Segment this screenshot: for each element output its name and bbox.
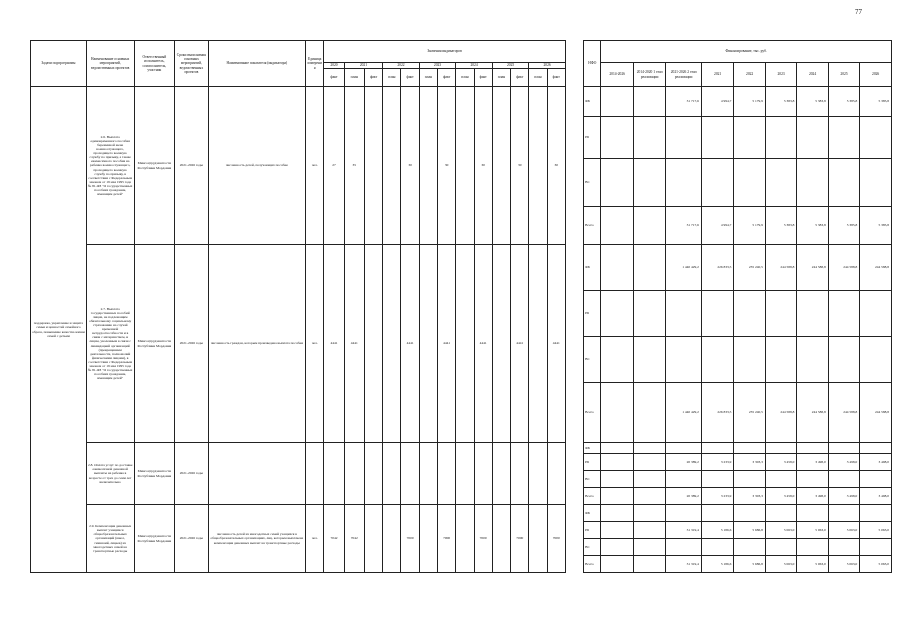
indicator-value-cell bbox=[364, 443, 382, 505]
financing-cell: 5 186,6 bbox=[701, 556, 733, 573]
sub-header: факт bbox=[324, 69, 344, 87]
financing-cell bbox=[860, 291, 892, 337]
financing-cell bbox=[734, 471, 765, 488]
financing-cell bbox=[601, 454, 633, 471]
financing-cell bbox=[828, 505, 859, 522]
financing-cell: 5 063,0 bbox=[765, 522, 796, 539]
financing-cell: 5 186,6 bbox=[701, 522, 733, 539]
financing-cell: 5 179,9 bbox=[734, 207, 765, 245]
financing-cell bbox=[765, 337, 796, 383]
separator-cell bbox=[565, 87, 583, 245]
header-indicator: Наименование показателя (индикатора) bbox=[208, 41, 305, 87]
header-financing: Финансирование, тыс. руб. bbox=[601, 41, 892, 63]
financing-cell: 235 240,5 bbox=[734, 383, 765, 443]
financing-cell bbox=[734, 539, 765, 556]
executor-cell: Минсоцтрудзанятости Республики Мордовия bbox=[134, 443, 175, 505]
financing-cell bbox=[765, 159, 796, 207]
year-header: 2023 bbox=[419, 63, 456, 69]
program-table bbox=[30, 40, 892, 573]
fin-header: 2021 bbox=[701, 63, 733, 87]
financing-cell: 3 458,0 bbox=[765, 454, 796, 471]
nfo-cell: ВС bbox=[584, 471, 601, 488]
indicator-value-cell bbox=[383, 245, 401, 443]
year-header: 2024 bbox=[456, 63, 493, 69]
sub-header: план bbox=[492, 69, 510, 87]
financing-cell bbox=[797, 539, 828, 556]
financing-cell bbox=[666, 159, 702, 207]
indicator-value-cell: 35 bbox=[344, 87, 364, 245]
indicator-value-cell bbox=[529, 245, 547, 443]
indicator-value-cell bbox=[419, 505, 437, 573]
financing-cell: 5 383,8 bbox=[765, 207, 796, 245]
indicator-value-cell bbox=[492, 505, 510, 573]
indicator-value-cell: 4441 bbox=[438, 245, 456, 443]
financing-cell: 3 498,0 bbox=[797, 488, 828, 505]
indicator-value-cell: 4441 bbox=[474, 245, 492, 443]
unit-cell: чел. bbox=[306, 505, 324, 573]
financing-cell bbox=[666, 117, 702, 159]
financing-cell bbox=[828, 471, 859, 488]
sub-header: план bbox=[456, 69, 474, 87]
unit-cell: чел. bbox=[306, 87, 324, 245]
financing-cell: 244 588,8 bbox=[828, 383, 859, 443]
event-cell: 2.9. Компенсация денежных выплат учащимся общеобразовательных организаций (школ, гимназий, лицеев) из многодетных семей на транспортные расходы bbox=[86, 505, 134, 573]
financing-cell bbox=[601, 443, 633, 454]
financing-cell bbox=[633, 488, 665, 505]
indicator-value-cell: 4441 bbox=[547, 245, 565, 443]
financing-cell bbox=[828, 117, 859, 159]
financing-cell bbox=[765, 117, 796, 159]
financing-cell bbox=[828, 291, 859, 337]
nfo-cell: ФБ bbox=[584, 245, 601, 291]
financing-cell: 3 303,3 bbox=[734, 454, 765, 471]
financing-cell: 3 498,0 bbox=[828, 488, 859, 505]
indicator-value-cell: 7000 bbox=[547, 505, 565, 573]
financing-cell: 5 063,0 bbox=[828, 522, 859, 539]
financing-cell: 5 063,0 bbox=[828, 556, 859, 573]
nfo-cell: Всего bbox=[584, 488, 601, 505]
financing-cell bbox=[797, 471, 828, 488]
financing-cell bbox=[734, 291, 765, 337]
financing-cell: 5 686,8 bbox=[734, 522, 765, 539]
indicator-value-cell bbox=[383, 443, 401, 505]
indicator-value-cell bbox=[529, 505, 547, 573]
separator-column bbox=[565, 41, 583, 87]
indicator-value-cell: 7000 bbox=[401, 505, 419, 573]
sub-header: факт bbox=[474, 69, 492, 87]
event-cell: 2.6. Выплата единовременного пособия беременной жене военнослужащего, проходящего военную службу по призыву, а также ежемесячного пособия на ребенка военнослужащего, проходящего военную службу по призыву, в соответствии с Федеральным законом от 19 мая 1995 года № 81-ФЗ "О государственных пособиях гражданам, имеющим детей" bbox=[86, 87, 134, 245]
financing-cell bbox=[860, 159, 892, 207]
executor-cell: Минсоцтрудзанятости Республики Мордовия bbox=[134, 505, 175, 573]
financing-cell bbox=[633, 556, 665, 573]
fin-header: 2014-2026 bbox=[601, 63, 633, 87]
year-header: 2025 bbox=[492, 63, 529, 69]
indicator-value-cell bbox=[419, 87, 437, 245]
indicator-value-cell: 4441 bbox=[324, 245, 344, 443]
financing-cell bbox=[601, 337, 633, 383]
financing-cell: 5 686,8 bbox=[734, 556, 765, 573]
indicator-value-cell bbox=[511, 443, 529, 505]
financing-cell bbox=[666, 505, 702, 522]
unit-cell: чел. bbox=[306, 245, 324, 443]
financing-cell bbox=[701, 159, 733, 207]
indicator-value-cell: 4441 bbox=[401, 245, 419, 443]
financing-cell bbox=[633, 291, 665, 337]
financing-cell bbox=[701, 539, 733, 556]
header-executor: Ответственный исполнитель, соисполнитель, участник bbox=[134, 41, 175, 87]
nfo-cell: РБ bbox=[584, 522, 601, 539]
nfo-cell: Всего bbox=[584, 383, 601, 443]
financing-cell bbox=[797, 117, 828, 159]
header-row-1 bbox=[31, 41, 892, 63]
financing-cell bbox=[765, 539, 796, 556]
financing-cell: 244 588,8 bbox=[765, 245, 796, 291]
financing-cell bbox=[765, 471, 796, 488]
nfo-cell: РБ bbox=[584, 117, 601, 159]
sub-header: план bbox=[383, 69, 401, 87]
indicator-value-cell bbox=[364, 87, 382, 245]
financing-cell: 244 588,8 bbox=[797, 245, 828, 291]
financing-cell bbox=[666, 443, 702, 454]
financing-cell: 5 383,8 bbox=[797, 87, 828, 117]
financing-cell bbox=[734, 117, 765, 159]
indicator-value-cell: 30 bbox=[438, 87, 456, 245]
financing-cell bbox=[701, 505, 733, 522]
financing-cell bbox=[666, 471, 702, 488]
indicator-value-cell: 7000 bbox=[511, 505, 529, 573]
financing-cell bbox=[633, 454, 665, 471]
sub-header: факт bbox=[547, 69, 565, 87]
financing-cell bbox=[860, 471, 892, 488]
indicator-value-cell bbox=[456, 505, 474, 573]
financing-cell: 3 233,9 bbox=[701, 454, 733, 471]
financing-cell: 5 063,0 bbox=[860, 556, 892, 573]
financing-cell bbox=[633, 207, 665, 245]
sub-header: план bbox=[419, 69, 437, 87]
indicator-cell: численность граждан, которым произведена выплата пособия bbox=[208, 245, 305, 443]
financing-cell bbox=[828, 337, 859, 383]
indicator-value-cell: 7042 bbox=[344, 505, 364, 573]
financing-cell: 5 385,8 bbox=[860, 87, 892, 117]
term-cell: 2021-2026 годы bbox=[175, 443, 209, 505]
financing-cell bbox=[633, 159, 665, 207]
financing-cell bbox=[633, 117, 665, 159]
indicator-value-cell: 30 bbox=[511, 87, 529, 245]
nfo-cell: ФБ bbox=[584, 87, 601, 117]
financing-cell: 5 385,8 bbox=[828, 87, 859, 117]
term-cell: 2021-2026 годы bbox=[175, 245, 209, 443]
indicator-cell: численность детей, получающих пособие bbox=[208, 87, 305, 245]
sub-header: факт bbox=[438, 69, 456, 87]
financing-cell: 31 319,4 bbox=[666, 556, 702, 573]
financing-cell bbox=[601, 471, 633, 488]
financing-cell: 226 833,5 bbox=[701, 383, 733, 443]
financing-cell bbox=[734, 337, 765, 383]
fin-header: 2014-2020 1 этап реализации bbox=[633, 63, 665, 87]
financing-cell: 31 717,6 bbox=[666, 207, 702, 245]
fin-header: 2025 bbox=[828, 63, 859, 87]
indicator-value-cell bbox=[456, 443, 474, 505]
event-cell: 2.7. Выплата государственных пособий лицам, не подлежащим обязательному социальному страхованию на случай временной нетрудоспособности и в связи с материнством, и лицам, уволенным в связи с ликвидацией организаций (прекращением деятельности, полномочий физическими лицами), в соответствии с Федеральным законом от 19 мая 1995 года № 81-ФЗ "О государственных пособиях гражданам, имеющим детей" bbox=[86, 245, 134, 443]
indicator-value-cell: 4441 bbox=[511, 245, 529, 443]
financing-cell bbox=[633, 443, 665, 454]
term-cell: 2021-2026 годы bbox=[175, 505, 209, 573]
fin-header: 2021-2026 2 этап реализации bbox=[666, 63, 702, 87]
financing-cell bbox=[734, 159, 765, 207]
indicator-value-cell: 7042 bbox=[324, 505, 344, 573]
financing-cell bbox=[601, 556, 633, 573]
financing-cell: 5 063,0 bbox=[797, 556, 828, 573]
indicator-value-cell: 30 bbox=[401, 87, 419, 245]
financing-cell: 31 717,6 bbox=[666, 87, 702, 117]
financing-cell: 3 458,0 bbox=[765, 488, 796, 505]
financing-cell: 244 588,8 bbox=[765, 383, 796, 443]
header-indicator-values: Значения индикаторов bbox=[324, 41, 566, 63]
financing-cell: 3 498,0 bbox=[860, 488, 892, 505]
indicator-value-cell: 7000 bbox=[474, 505, 492, 573]
fin-header: 2023 bbox=[765, 63, 796, 87]
financing-cell bbox=[601, 383, 633, 443]
financing-cell bbox=[860, 505, 892, 522]
table-row bbox=[31, 87, 892, 117]
executor-cell: Минсоцтрудзанятости Республики Мордовия bbox=[134, 245, 175, 443]
indicator-value-cell: 4441 bbox=[344, 245, 364, 443]
financing-cell bbox=[601, 207, 633, 245]
financing-cell bbox=[701, 471, 733, 488]
financing-cell: 244 588,8 bbox=[860, 245, 892, 291]
indicator-value-cell bbox=[529, 443, 547, 505]
financing-cell bbox=[633, 245, 665, 291]
indicator-value-cell bbox=[324, 443, 344, 505]
indicator-value-cell bbox=[529, 87, 547, 245]
financing-cell: 226 833,5 bbox=[701, 245, 733, 291]
financing-cell bbox=[601, 539, 633, 556]
indicator-value-cell: 30 bbox=[474, 87, 492, 245]
financing-cell bbox=[765, 291, 796, 337]
financing-cell bbox=[633, 505, 665, 522]
financing-cell: 5 063,0 bbox=[797, 522, 828, 539]
nfo-cell: ВС bbox=[584, 337, 601, 383]
sub-header: факт bbox=[511, 69, 529, 87]
nfo-cell: Всего bbox=[584, 556, 601, 573]
fin-header: 2024 bbox=[797, 63, 828, 87]
sub-header: план bbox=[529, 69, 547, 87]
financing-cell bbox=[701, 291, 733, 337]
nfo-cell: ВС bbox=[584, 539, 601, 556]
financing-cell bbox=[860, 443, 892, 454]
sub-header: факт bbox=[364, 69, 382, 87]
financing-cell: 20 389,2 bbox=[666, 488, 702, 505]
indicator-value-cell bbox=[492, 443, 510, 505]
header-term: Сроки выполнения основных мероприятий, ведомственных проектов bbox=[175, 41, 209, 87]
executor-cell: Минсоцтрудзанятости Республики Мордовия bbox=[134, 87, 175, 245]
fin-header: 2022 bbox=[734, 63, 765, 87]
fin-header: 2026 bbox=[860, 63, 892, 87]
financing-cell bbox=[601, 245, 633, 291]
table-row bbox=[31, 245, 892, 291]
task-cell: поддержка, укрепление и защита семьи и ценностей семейного образа, повышение качества жизни семей с детьми bbox=[31, 87, 87, 573]
event-cell: 2.8. Оплата услуг по доставке ежемесячной денежной выплаты на ребенка в возрасте от трех до семи лет включительно bbox=[86, 443, 134, 505]
financing-cell bbox=[633, 383, 665, 443]
financing-cell bbox=[734, 505, 765, 522]
financing-cell bbox=[797, 337, 828, 383]
financing-cell: 1 440 429,2 bbox=[666, 383, 702, 443]
financing-cell bbox=[797, 291, 828, 337]
financing-cell: 244 588,8 bbox=[797, 383, 828, 443]
financing-cell: 244 588,8 bbox=[828, 245, 859, 291]
financing-cell bbox=[828, 159, 859, 207]
financing-cell bbox=[601, 159, 633, 207]
indicator-value-cell bbox=[438, 443, 456, 505]
indicator-value-cell bbox=[344, 443, 364, 505]
financing-cell: 4 994,7 bbox=[701, 207, 733, 245]
financing-cell bbox=[765, 443, 796, 454]
financing-cell bbox=[797, 159, 828, 207]
financing-cell: 235 240,5 bbox=[734, 245, 765, 291]
financing-cell bbox=[633, 87, 665, 117]
year-header: 2022 bbox=[383, 63, 420, 69]
financing-cell bbox=[633, 539, 665, 556]
sub-header: план bbox=[344, 69, 364, 87]
financing-cell: 1 440 429,2 bbox=[666, 245, 702, 291]
indicator-cell bbox=[208, 443, 305, 505]
indicator-cell: численность детей из многодетных семей учащихся в общеобразовательных организациях, лиц, которым выплачена компенсация денежных выплат на транспортные расходы bbox=[208, 505, 305, 573]
financing-cell bbox=[601, 505, 633, 522]
sub-header: факт bbox=[401, 69, 419, 87]
financing-cell bbox=[633, 522, 665, 539]
financing-cell: 5 179,9 bbox=[734, 87, 765, 117]
financing-cell bbox=[860, 539, 892, 556]
header-unit: Единица измерения bbox=[306, 41, 324, 87]
indicator-value-cell bbox=[456, 245, 474, 443]
financing-cell bbox=[701, 337, 733, 383]
page-number: 77 bbox=[855, 8, 862, 16]
financing-cell bbox=[860, 337, 892, 383]
financing-cell: 244 588,8 bbox=[860, 383, 892, 443]
indicator-value-cell bbox=[547, 443, 565, 505]
nfo-cell: ФБ bbox=[584, 443, 601, 454]
nfo-cell: ВС bbox=[584, 159, 601, 207]
table-row bbox=[31, 443, 892, 454]
unit-cell bbox=[306, 443, 324, 505]
financing-cell bbox=[666, 337, 702, 383]
financing-cell: 3 303,3 bbox=[734, 488, 765, 505]
indicator-value-cell bbox=[492, 245, 510, 443]
financing-cell: 31 319,4 bbox=[666, 522, 702, 539]
indicator-value-cell: 27 bbox=[324, 87, 344, 245]
indicator-value-cell bbox=[456, 87, 474, 245]
financing-cell bbox=[601, 87, 633, 117]
financing-cell bbox=[734, 443, 765, 454]
separator-cell bbox=[565, 505, 583, 573]
indicator-value-cell bbox=[419, 245, 437, 443]
financing-cell: 5 383,8 bbox=[797, 207, 828, 245]
indicator-value-cell: 30 bbox=[547, 87, 565, 245]
financing-cell: 3 498,0 bbox=[860, 454, 892, 471]
indicator-value-cell bbox=[419, 443, 437, 505]
nfo-cell: Всего bbox=[584, 207, 601, 245]
financing-cell: 5 385,8 bbox=[860, 207, 892, 245]
financing-cell bbox=[797, 443, 828, 454]
indicator-value-cell bbox=[401, 443, 419, 505]
indicator-value-cell bbox=[492, 87, 510, 245]
financing-cell bbox=[601, 291, 633, 337]
indicator-value-cell bbox=[474, 443, 492, 505]
year-header: 2026 bbox=[529, 63, 566, 69]
financing-cell: 3 498,0 bbox=[797, 454, 828, 471]
separator-cell bbox=[565, 443, 583, 505]
financing-cell bbox=[701, 443, 733, 454]
financing-cell: 4 994,7 bbox=[701, 87, 733, 117]
year-header: 2020 bbox=[324, 63, 344, 69]
header-event: Наименование основных мероприятий, ведомственных проектов bbox=[86, 41, 134, 87]
indicator-value-cell bbox=[383, 87, 401, 245]
financing-cell bbox=[601, 522, 633, 539]
financing-cell bbox=[797, 505, 828, 522]
financing-cell bbox=[765, 505, 796, 522]
financing-cell bbox=[666, 539, 702, 556]
header-task: Задачи подпрограммы bbox=[31, 41, 87, 87]
indicator-value-cell bbox=[364, 505, 382, 573]
table-row bbox=[31, 505, 892, 522]
nfo-cell: ФБ bbox=[584, 505, 601, 522]
financing-cell: 20 389,2 bbox=[666, 454, 702, 471]
financing-cell: 5 063,0 bbox=[860, 522, 892, 539]
indicator-value-cell bbox=[364, 245, 382, 443]
financing-cell: 5 063,0 bbox=[765, 556, 796, 573]
nfo-cell: РБ bbox=[584, 291, 601, 337]
financing-cell: 5 383,8 bbox=[765, 87, 796, 117]
year-header: 2021 bbox=[344, 63, 383, 69]
financing-cell: 3 498,0 bbox=[828, 454, 859, 471]
financing-cell bbox=[666, 291, 702, 337]
financing-cell bbox=[860, 117, 892, 159]
separator-cell bbox=[565, 245, 583, 443]
financing-cell bbox=[828, 443, 859, 454]
financing-cell: 5 385,8 bbox=[828, 207, 859, 245]
financing-cell bbox=[601, 117, 633, 159]
term-cell: 2021-2026 годы bbox=[175, 87, 209, 245]
indicator-value-cell: 7000 bbox=[438, 505, 456, 573]
financing-cell bbox=[633, 471, 665, 488]
indicator-value-cell bbox=[383, 505, 401, 573]
nfo-cell: РБ bbox=[584, 454, 601, 471]
financing-cell bbox=[633, 337, 665, 383]
financing-cell bbox=[701, 117, 733, 159]
financing-cell bbox=[601, 488, 633, 505]
financing-cell bbox=[828, 539, 859, 556]
financing-cell: 3 233,9 bbox=[701, 488, 733, 505]
header-nfo: НФО bbox=[584, 41, 601, 87]
